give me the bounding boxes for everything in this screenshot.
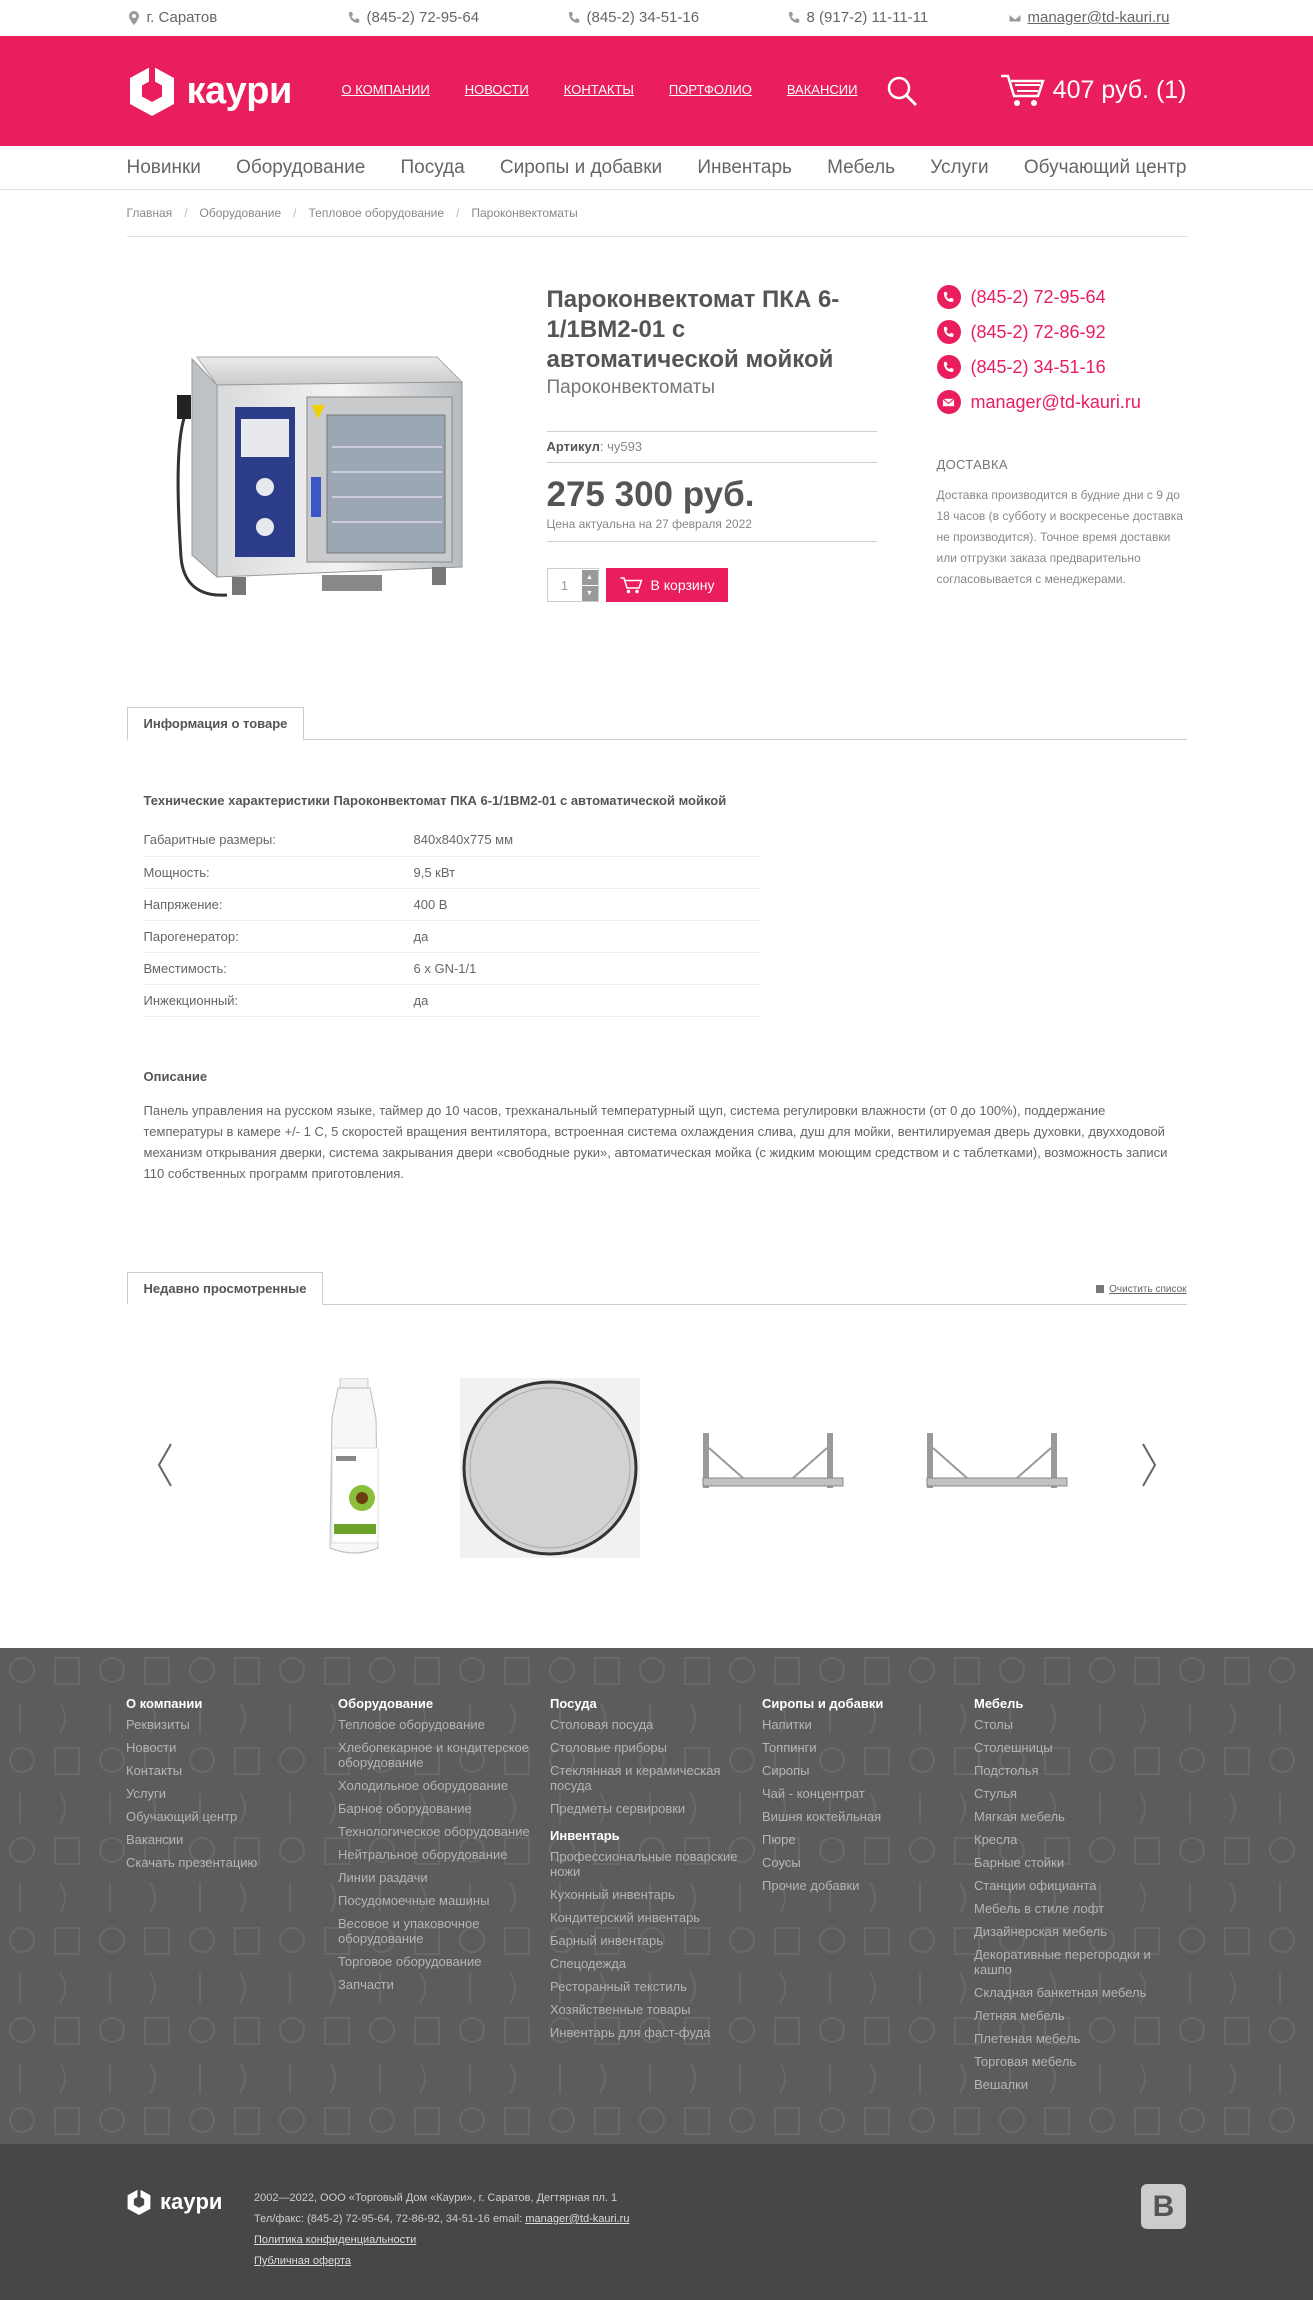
logo-hexagon-icon (126, 2188, 152, 2216)
footer-link[interactable]: Станции официанта (974, 1878, 1097, 1893)
offer-link[interactable]: Публичная оферта (254, 2255, 352, 2267)
recent-tabbar (127, 1272, 1187, 1305)
cart-icon (619, 576, 643, 594)
footer-col-syrups (762, 1696, 974, 2100)
footer-link[interactable]: Столовая посуда (550, 1717, 654, 1732)
description-title: Описание (143, 1068, 208, 1084)
spec-name: Вместимость: (144, 952, 414, 984)
info-tabbar (127, 707, 1187, 740)
footer-link[interactable]: Ресторанный текстиль (550, 1979, 687, 1994)
search-icon[interactable] (885, 74, 919, 108)
footer-phones-text: Тел/факс: (845-2) 72-95-64, 72-86-92, 34-51-16 email: (254, 2213, 526, 2225)
quantity-buttons (582, 569, 598, 601)
footer-logo[interactable] (126, 2188, 222, 2216)
phone-number: (845-2) 72-95-64 (366, 9, 480, 26)
footer-link[interactable]: Вакансии (126, 1832, 184, 1847)
logo-hexagon-icon (127, 64, 177, 118)
footer-link[interactable]: Столовые приборы (550, 1740, 667, 1755)
phone-icon (937, 285, 961, 309)
table-row (144, 920, 760, 952)
spec-value: 6 x GN-1/1 (414, 952, 760, 984)
footer-link[interactable]: Прочие добавки (762, 1878, 860, 1893)
footer-link[interactable]: Тепловое оборудование (338, 1717, 485, 1732)
footer-columns (126, 1696, 1186, 2100)
spec-value: 840x840x775 мм (414, 824, 760, 856)
copyright: 2002—2022, ООО «Торговый Дом «Кауpи», г. Саратов, Дегтярная пл. 1 (254, 2192, 618, 2204)
footer-email-link[interactable]: manager@td-kauri.ru (525, 2213, 630, 2225)
footer-col-title[interactable]: Мебель (974, 1696, 1024, 1711)
mail-icon (937, 390, 961, 414)
breadcrumb-heat[interactable]: Тепловое оборудование (308, 206, 445, 220)
footer-link[interactable]: Торговая мебель (974, 2054, 1077, 2069)
product-title: Пароконвектомат ПКА 6-1/1ВМ2-01 с автоматической мойкой (546, 286, 840, 373)
footer-link[interactable]: Линии раздачи (338, 1870, 428, 1885)
chevron-left-icon[interactable] (155, 1440, 175, 1490)
category-nav (0, 146, 1313, 190)
sku-label: Артикул (546, 439, 600, 454)
product-info (547, 285, 877, 602)
table-row (144, 856, 760, 888)
breadcrumb-equipment[interactable]: Оборудование (199, 206, 282, 220)
add-to-cart-button[interactable] (606, 568, 728, 602)
sku-value: : чу593 (599, 439, 643, 454)
vk-icon[interactable]: B (1141, 2184, 1186, 2229)
cart-icon (999, 72, 1045, 108)
footer-link[interactable]: Вишня коктейльная (762, 1809, 882, 1824)
footer-link[interactable]: Предметы сервировки (550, 1801, 686, 1816)
contact-phone-text: (845-2) 34-51-16 (970, 356, 1106, 377)
footer-link[interactable]: Стеклянная и керамическая посуда (550, 1763, 721, 1793)
nav-about[interactable]: О КОМПАНИИ (341, 82, 430, 97)
delivery-text: Доставка производится в будние дни с 9 до 18 часов (в субботу и воскресенье доставка не производится). Точное время доставки или отгрузки заказа предварительно согласовывается с менеджерами. (936, 488, 1183, 586)
footer-link[interactable]: Напитки (762, 1717, 812, 1732)
footer-link[interactable]: Складная банкетная мебель (974, 1985, 1147, 2000)
contact-email-text: manager@td-kauri.ru (970, 391, 1141, 412)
topbar-phone-2[interactable] (567, 9, 700, 26)
breadcrumb-current[interactable]: Пароконвектоматы (471, 206, 578, 220)
cat-equipment[interactable]: Оборудование (236, 157, 366, 178)
footer-link[interactable]: Спецодежда (550, 1956, 627, 1971)
header (0, 36, 1313, 146)
footer-col-about (126, 1696, 338, 2100)
contact-phone-1[interactable] (937, 285, 1187, 309)
product-sku (547, 432, 877, 462)
breadcrumb-separator: / (456, 206, 460, 220)
footer-col-title[interactable]: О компании (126, 1696, 203, 1711)
cat-training[interactable]: Обучающий центр (1023, 157, 1187, 178)
footer-link[interactable]: Мебель в стиле лофт (974, 1901, 1105, 1916)
topbar-phone-1[interactable] (347, 9, 480, 26)
cart-button[interactable] (999, 72, 1187, 108)
delivery-title: ДОСТАВКА (936, 457, 1008, 472)
logo-text: кауpи (186, 69, 292, 112)
footer-link[interactable]: Скачать презентацию (126, 1855, 258, 1870)
phone-icon (567, 11, 581, 25)
phone-icon (937, 355, 961, 379)
footer-link[interactable]: Летняя мебель (974, 2008, 1065, 2023)
cart-total: 407 руб. (1) (1052, 75, 1187, 104)
breadcrumb (127, 206, 1187, 237)
contact-phone-2[interactable] (937, 320, 1187, 344)
email-link[interactable]: manager@td-kauri.ru (1027, 9, 1170, 26)
city-selector[interactable] (127, 9, 218, 26)
footer-link[interactable]: Столы (974, 1717, 1014, 1732)
footer-link[interactable]: Инвентарь для фаст-фуда (550, 2025, 711, 2040)
footer-link[interactable]: Контакты (126, 1763, 183, 1778)
footer-link[interactable]: Кондитерский инвентарь (550, 1910, 701, 1925)
footer-link[interactable]: Подстолья (974, 1763, 1039, 1778)
chevron-right-icon[interactable] (1139, 1440, 1159, 1490)
clear-list-link[interactable] (1096, 1284, 1186, 1295)
nav-vacancies[interactable]: ВАКАНСИИ (786, 82, 858, 97)
divider (547, 462, 877, 463)
footer-info (254, 2188, 629, 2272)
footer-link[interactable]: Мягкая мебель (974, 1809, 1065, 1824)
product-price: 275 300 руб. (546, 475, 755, 514)
contacts-panel (937, 285, 1187, 590)
topbar-email[interactable] (1008, 9, 1170, 26)
description-text: Панель управления на русском языке, таймер до 10 часов, трехканальный температурный щуп, система регулировки влажности (от 0 до 100%), поддержание температуры в камере +/- 1 С, 5 скоростей вращения вентилятора, встроенная система охлаждения слива, душ для мойки, вентилируемая дверь духовки, двухходовой механизм открывания дверки, система закрывания двери «свободные руки», автоматическая мойка (с жидким моющим средством и с таблетками), возможность записи 110 собственных программ приготовления. (143, 1102, 1168, 1181)
footer-link[interactable]: Плетеная мебель (974, 2031, 1081, 2046)
contact-email[interactable] (937, 390, 1187, 414)
add-to-cart-label: В корзину (650, 577, 715, 593)
footer-link[interactable]: Обучающий центр (126, 1809, 238, 1824)
topbar-phone-3[interactable] (787, 9, 929, 26)
recent-item-pizza-screen[interactable] (460, 1378, 640, 1558)
spec-name: Парогенератор: (144, 920, 414, 952)
city-label: г. Саратов (146, 9, 218, 26)
footer-link[interactable]: Барный инвентарь (550, 1933, 664, 1948)
nav-portfolio[interactable]: ПОРТФОЛИО (668, 82, 752, 97)
footer-link[interactable]: Стулья (974, 1786, 1018, 1801)
quantity-down-icon[interactable]: ▼ (582, 585, 598, 601)
table-row (144, 824, 760, 856)
breadcrumb-separator: / (184, 206, 188, 220)
mail-icon (1008, 11, 1022, 25)
top-bar (0, 0, 1313, 36)
footer-phones (254, 2209, 629, 2230)
spec-title: Технические характеристики Пароконвектомат ПКА 6-1/1ВМ2-01 с автоматической мойкой (143, 793, 727, 808)
phone-icon (787, 11, 801, 25)
quantity-up-icon[interactable]: ▲ (582, 569, 598, 585)
footer-link[interactable]: Чай - концентрат (762, 1786, 865, 1801)
footer-link[interactable]: Барное оборудование (338, 1801, 472, 1816)
cat-dishes[interactable]: Посуда (400, 157, 465, 178)
breadcrumb-home[interactable]: Главная (126, 206, 173, 220)
footer-link[interactable]: Запчасти (338, 1977, 394, 1992)
spec-name: Мощность: (144, 856, 414, 888)
footer-link[interactable]: Кресла (974, 1832, 1018, 1847)
spec-name: Напряжение: (144, 888, 414, 920)
footer-link[interactable]: Столешницы (974, 1740, 1053, 1755)
footer-bottom (0, 2144, 1313, 2300)
footer-link[interactable]: Хлебопекарное и кондитерское оборудование (338, 1740, 529, 1770)
table-row (144, 984, 760, 1016)
contact-phone-3[interactable] (937, 355, 1187, 379)
footer-link[interactable]: Пюре (762, 1832, 796, 1847)
cat-services[interactable]: Услуги (930, 157, 989, 178)
recent-item-shelf-2[interactable] (907, 1378, 1087, 1558)
cat-furniture[interactable]: Мебель (827, 157, 896, 178)
table-row (144, 952, 760, 984)
footer-link[interactable]: Холодильное оборудование (338, 1778, 509, 1793)
cat-new[interactable]: Новинки (126, 157, 201, 178)
footer-link[interactable]: Реквизиты (126, 1717, 190, 1732)
contact-phone-text: (845-2) 72-95-64 (970, 286, 1106, 307)
phone-number: 8 (917-2) 11-11-11 (806, 9, 929, 26)
buy-controls (547, 568, 877, 602)
footer-col-equipment (338, 1696, 550, 2100)
recent-item-shelf-1[interactable] (683, 1378, 863, 1558)
footer-link[interactable]: Кухонный инвентарь (550, 1887, 675, 1902)
recent-item-syrup[interactable] (272, 1378, 452, 1558)
product-block (127, 237, 1187, 707)
footer-col-title[interactable]: Сиропы и добавки (762, 1696, 884, 1711)
footer-link[interactable]: Барные стойки (974, 1855, 1065, 1870)
footer-link[interactable]: Технологическое оборудование (338, 1824, 530, 1839)
privacy-link[interactable]: Политика конфиденциальности (254, 2234, 417, 2246)
footer-link[interactable]: Дизайнерская мебель (974, 1924, 1107, 1939)
recent-carousel (127, 1305, 1187, 1635)
spec-value: 9,5 кВт (414, 856, 760, 888)
footer-link[interactable]: Хозяйственные товары (550, 2002, 691, 2017)
footer-link[interactable]: Соусы (762, 1855, 801, 1870)
footer-link[interactable]: Торговое оборудование (338, 1954, 482, 1969)
quantity-stepper[interactable] (547, 568, 599, 602)
footer-logo-text: кауpи (160, 2189, 223, 2214)
clear-icon (1096, 1285, 1104, 1293)
spec-value: 400 В (414, 888, 760, 920)
footer-link[interactable]: Посудомоечные машины (338, 1893, 490, 1908)
spec-name: Инжекционный: (144, 984, 414, 1016)
main-content (127, 206, 1187, 1635)
footer-link[interactable]: Сиропы (762, 1763, 810, 1778)
footer (0, 1648, 1313, 2144)
main-nav (342, 82, 858, 97)
table-row (144, 888, 760, 920)
footer-col-furniture (974, 1696, 1186, 2100)
footer-link[interactable]: Весовое и упаковочное оборудование (338, 1916, 480, 1946)
footer-col-dishes (550, 1696, 762, 2100)
spec-value: да (414, 984, 760, 1016)
cat-inventory[interactable]: Инвентарь (697, 157, 792, 178)
spec-table (144, 824, 760, 1017)
location-pin-icon (127, 11, 141, 25)
price-note: Цена актуальна на 27 февраля 2022 (546, 517, 752, 531)
footer-link[interactable]: Топпинги (762, 1740, 817, 1755)
tab-content (127, 793, 1187, 1184)
footer-link[interactable]: Услуги (126, 1786, 166, 1801)
phone-number: (845-2) 34-51-16 (586, 9, 700, 26)
divider (547, 541, 877, 542)
contact-phone-text: (845-2) 72-86-92 (970, 321, 1106, 342)
clear-list-label: Очистить список (1109, 1283, 1187, 1295)
footer-col-title[interactable]: Инвентарь (550, 1828, 620, 1843)
spec-name: Габаритные размеры: (144, 824, 414, 856)
nav-news[interactable]: НОВОСТИ (464, 82, 529, 97)
footer-col-title[interactable]: Посуда (550, 1696, 597, 1711)
phone-icon (937, 320, 961, 344)
breadcrumb-separator: / (293, 206, 297, 220)
spec-value: да (414, 920, 760, 952)
footer-link[interactable]: Новости (126, 1740, 177, 1755)
cat-syrups[interactable]: Сиропы и добавки (499, 157, 663, 178)
product-image[interactable] (137, 327, 467, 617)
footer-link[interactable]: Профессиональные поварские ножи (550, 1849, 738, 1879)
footer-link[interactable]: Вешалки (974, 2077, 1029, 2092)
footer-link[interactable]: Нейтральное оборудование (338, 1847, 508, 1862)
footer-link[interactable]: Декоративные перегородки и кашпо (974, 1947, 1151, 1977)
footer-col-title[interactable]: Оборудование (338, 1696, 434, 1711)
nav-contacts[interactable]: КОНТАКТЫ (563, 82, 634, 97)
logo[interactable] (127, 64, 292, 118)
tab-product-info[interactable]: Информация о товаре (127, 707, 305, 740)
phone-icon (347, 11, 361, 25)
quantity-input[interactable]: 1 (560, 577, 569, 593)
product-category: Пароконвектоматы (546, 377, 716, 398)
tab-recently-viewed[interactable]: Недавно просмотренные (127, 1272, 324, 1305)
